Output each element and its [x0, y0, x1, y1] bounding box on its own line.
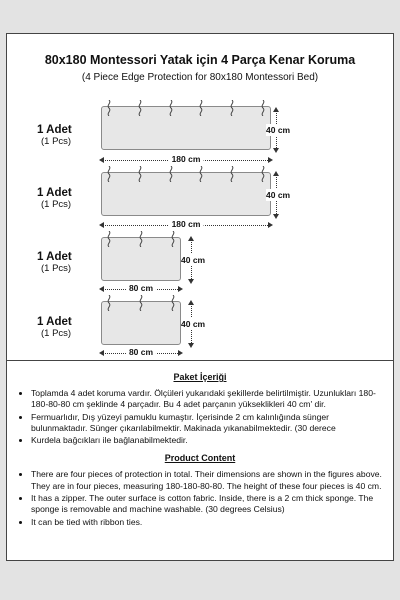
ribbon-tie-icon [105, 166, 113, 182]
piece-2-cushion [101, 172, 271, 216]
tr-content-list [7, 388, 393, 446]
piece-2-quantity [37, 187, 97, 210]
piece-1-cushion [101, 106, 271, 150]
piece-4-cushion [101, 301, 181, 345]
piece-3-qty-en: (1 Pcs) [41, 263, 72, 274]
piece-1-height-dimension [266, 110, 302, 150]
product-info-sheet [6, 33, 394, 561]
piece-4-quantity [37, 316, 97, 339]
ribbon-tie-icon [197, 166, 205, 182]
tr-item-3: • Kurdela bağcıkları ile bağlanabilmektedir. [31, 435, 387, 446]
page-title: 80x180 Montessori Yatak için 4 Parça Kenar Koruma [44, 53, 356, 67]
piece-1-quantity [37, 124, 97, 147]
ribbon-tie-icon [136, 100, 144, 116]
en-item-1: • There are four pieces of protection in total. Their dimensions are shown in the figures above. They are in four pieces, measuring 180-180-80-80. The height of these four pieces is 40 cm. [31, 469, 387, 492]
piece-1-width-label: 180 cm [169, 154, 204, 164]
ribbon-tie-icon [167, 100, 175, 116]
piece-3-width-label: 80 cm [126, 283, 156, 293]
en-item-2: • It has a zipper. The outer surface is cotton fabric. Inside, there is a 2 cm thick sponge. The sponge is removable and machine washable. (30 degrees Celsius) [31, 493, 387, 516]
piece-1-qty-en: (1 Pcs) [41, 136, 72, 147]
page-subtitle: (4 Piece Edge Protection for 80x180 Montessori Bed) [81, 72, 319, 83]
ribbon-tie-icon [105, 231, 113, 247]
piece-4-height-label: 40 cm [181, 319, 206, 329]
ribbon-tie-icon [136, 166, 144, 182]
ribbon-tie-icon [105, 100, 113, 116]
piece-3-quantity [37, 251, 97, 274]
piece-4-width-dimension [102, 348, 180, 360]
ribbon-tie-icon [259, 100, 267, 116]
tr-item-1: • Toplamda 4 adet koruma vardır. Ölçüleri yukarıdaki şekillerde belirtilmiştir. Uzunlukları 180-180-80-80 cm şeklinde 4 parçadır. Bu 4 adet parçanın yükseklikleri 40 cm' dir. [31, 388, 387, 411]
piece-1-height-label: 40 cm [266, 125, 291, 135]
en-section-heading: Product Content [164, 453, 236, 464]
piece-3-height-dimension [181, 239, 217, 281]
en-content-list [7, 469, 393, 527]
diagram-panel [7, 34, 393, 360]
tr-item-2: • Fermuarlıdır, Dış yüzeyi pamuklu kumaştır. İçerisinde 2 cm kalınlığında sünger bulunmaktadır. Sünger çıkarılabilmektir. Makinada yıkanabilmektedir. (30 derece [31, 412, 387, 435]
ribbon-tie-icon [259, 166, 267, 182]
ribbon-tie-icon [137, 231, 145, 247]
piece-3-cushion [101, 237, 181, 281]
ribbon-tie-icon [137, 295, 145, 311]
piece-2-width-dimension [102, 220, 270, 232]
en-item-3: • It can be tied with ribbon ties. [31, 517, 387, 528]
piece-2-height-dimension [266, 174, 302, 216]
piece-3-height-label: 40 cm [181, 255, 206, 265]
piece-1-width-dimension [102, 155, 270, 167]
piece-4-qty-tr: 1 Adet [37, 316, 72, 328]
ribbon-tie-icon [105, 295, 113, 311]
piece-4-height-dimension [181, 303, 217, 345]
ribbon-tie-icon [228, 100, 236, 116]
ribbon-tie-icon [197, 100, 205, 116]
ribbon-tie-icon [167, 166, 175, 182]
piece-4-qty-en: (1 Pcs) [41, 328, 72, 339]
ribbon-tie-icon [228, 166, 236, 182]
ribbon-tie-icon [169, 231, 177, 247]
content-panel [7, 360, 393, 529]
piece-2-height-label: 40 cm [266, 190, 291, 200]
piece-2-qty-tr: 1 Adet [37, 187, 72, 199]
ribbon-tie-icon [169, 295, 177, 311]
piece-3-qty-tr: 1 Adet [37, 251, 72, 263]
piece-1-qty-tr: 1 Adet [37, 124, 72, 136]
piece-4-width-label: 80 cm [126, 347, 156, 357]
piece-2-width-label: 180 cm [169, 219, 204, 229]
tr-section-heading: Paket İçeriği [173, 372, 227, 382]
piece-2-qty-en: (1 Pcs) [41, 199, 72, 210]
